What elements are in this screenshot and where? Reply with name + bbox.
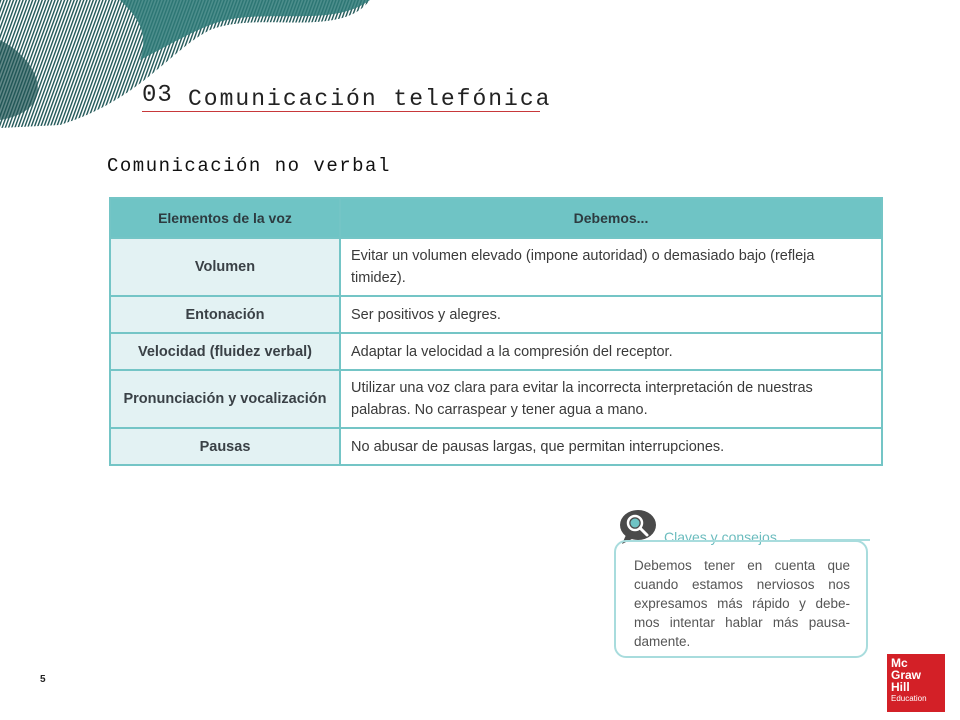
row-element-label: Velocidad (fluidez verbal) bbox=[110, 333, 340, 370]
table-row bbox=[110, 296, 882, 333]
logo-line-1: Mc bbox=[891, 656, 908, 670]
column-header-elementos: Elementos de la voz bbox=[110, 198, 340, 238]
logo-line-2: Graw bbox=[891, 668, 922, 682]
table-row bbox=[110, 333, 882, 370]
title-underline bbox=[142, 111, 540, 112]
row-recommendation: No abusar de pausas largas, que permitan interrupciones. bbox=[340, 428, 882, 465]
mcgraw-hill-logo bbox=[887, 654, 945, 712]
chapter-title: Comunicación telefónica bbox=[188, 86, 552, 112]
row-recommendation: Adaptar la velocidad a la compresión del receptor. bbox=[340, 333, 882, 370]
logo-line-3: Hill bbox=[891, 680, 910, 694]
table-row bbox=[110, 428, 882, 465]
row-element-label: Entonación bbox=[110, 296, 340, 333]
row-recommendation: Evitar un volumen elevado (impone autoridad) o demasiado bajo (refleja timidez). bbox=[340, 238, 882, 296]
table-row bbox=[110, 370, 882, 428]
row-element-label: Volumen bbox=[110, 238, 340, 296]
row-element-label: Pausas bbox=[110, 428, 340, 465]
row-recommendation: Utilizar una voz clara para evitar la incorrecta interpretación de nuestras palabras. No carraspear y tener agua a mano. bbox=[340, 370, 882, 428]
table-row bbox=[110, 238, 882, 296]
column-header-debemos: Debemos... bbox=[340, 198, 882, 238]
row-recommendation: Ser positivos y alegres. bbox=[340, 296, 882, 333]
chapter-number: 03 bbox=[142, 82, 173, 109]
tips-box bbox=[614, 540, 868, 658]
tips-title: Claves y consejos bbox=[664, 529, 777, 545]
logo-line-4: Education bbox=[891, 694, 927, 703]
section-title: Comunicación no verbal bbox=[107, 155, 391, 177]
table-header-row bbox=[110, 198, 882, 238]
row-element-label: Pronunciación y vocalización bbox=[110, 370, 340, 428]
tips-text: Debemos tener en cuenta que cuando estamos nerviosos nos expresamos más rápido y debe-mos intentar hablar más pausa-damente. bbox=[634, 558, 850, 649]
voice-elements-table bbox=[109, 197, 883, 466]
page-number: 5 bbox=[40, 674, 46, 685]
